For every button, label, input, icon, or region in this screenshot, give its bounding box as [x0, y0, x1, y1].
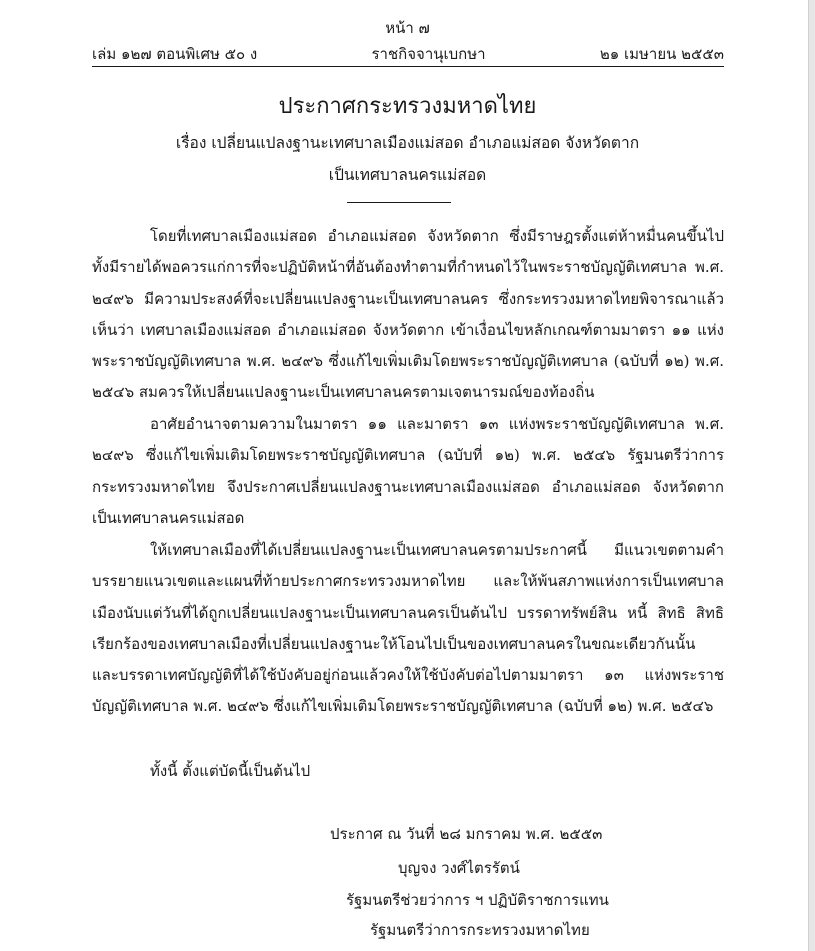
document-subject: เรื่อง เปลี่ยนแปลงฐานะเทศบาลเมืองแม่สอด อำเภอแม่สอด จังหวัดตาก: [175, 134, 640, 152]
gazette-date: ๒๑ เมษายน ๒๕๕๓: [599, 45, 724, 63]
document-title: ประกาศกระทรวงมหาดไทย: [278, 94, 537, 119]
volume-info: เล่ม ๑๒๗ ตอนพิเศษ ๕๐ ง: [92, 45, 258, 63]
signatory-name: [0, 856, 815, 880]
document-subject-continued: เป็นเทศบาลนครแม่สอด: [328, 166, 487, 184]
gazette-header: [92, 42, 724, 66]
page-number: หน้า ๗: [385, 19, 430, 37]
body-paragraph-2: อาศัยอำนาจตามความในมาตรา ๑๑ และมาตรา ๑๓ แห่งพระราชบัญญัติเทศบาล พ.ศ. ๒๔๙๖ ซึ่งแก้ไขเพิ่มเติมโดยพระราชบัญญัติเทศบาล (ฉบับที่ ๑๒) พ.ศ. ๒๕๔๖ รัฐมนตรีว่าการกระทรวงมหาดไทย จึงประกาศเปลี่ยนแปลงฐานะเทศบาลเมืองแม่สอด อำเภอแม่สอด จังหวัดตาก เป็นเทศบาลนครแม่สอด: [92, 415, 724, 527]
body-paragraph-1: โดยที่เทศบาลเมืองแม่สอด อำเภอแม่สอด จังหวัดตาก ซึ่งมีราษฎรตั้งแต่ห้าหมื่นคนขึ้นไป ทั้งมีรายได้พอควรแก่การที่จะปฏิบัติหน้าที่อันต้องทำตามที่กำหนดไว้ในพระราชบัญญัติเทศบาล พ.ศ. ๒๔๙๖ มีความประสงค์ที่จะเปลี่ยนแปลงฐานะเป็นเทศบาลนคร ซึ่งกระทรวงมหาดไทยพิจารณาแล้วเห็นว่า เทศบาลเมืองแม่สอด อำเภอแม่สอด จังหวัดตาก เข้าเงื่อนไขหลักเกณฑ์ตามมาตรา ๑๑ แห่งพระราชบัญญัติเทศบาล พ.ศ. ๒๔๙๖ ซึ่งแก้ไขเพิ่มเติมโดยพระราชบัญญัติเทศบาล (ฉบับที่ ๑๒) พ.ศ. ๒๕๔๖ สมควรให้เปลี่ยนแปลงฐานะเป็นเทศบาลนครตามเจตนารมณ์ของท้องถิ่น: [92, 227, 724, 402]
announcement-date: [0, 822, 815, 846]
signatory-position: [0, 888, 815, 912]
signatory-position-text: รัฐมนตรีช่วยว่าการ ฯ ปฏิบัติราชการแทน: [346, 891, 609, 909]
viewer-scrollbar[interactable]: [808, 0, 815, 951]
header-divider: [92, 66, 724, 67]
signatory-position-on-behalf: [0, 918, 815, 942]
body-paragraph-3: ให้เทศบาลเมืองที่ได้เปลี่ยนแปลงฐานะเป็นเทศบาลนครตามประกาศนี้ มีแนวเขตตามคำบรรยายแนวเขตและแผนที่ท้ายประกาศกระทรวงมหาดไทย และให้พ้นสภาพแห่งการเป็นเทศบาลเมืองนับแต่วันที่ได้ถูกเปลี่ยนแปลงฐานะเป็นเทศบาลนครเป็นต้นไป บรรดาทรัพย์สิน หนี้ สิทธิ สิทธิเรียกร้องของเทศบาลเมืองที่เปลี่ยนแปลงฐานะให้โอนไปเป็นของเทศบาลนครในขณะเดียวกันนั้น และบรรดาเทศบัญญัติที่ได้ใช้บังคับอยู่ก่อนแล้วคงให้ใช้บังคับต่อไปตามมาตรา ๑๓ แห่งพระราชบัญญัติเทศบาล พ.ศ. ๒๔๙๖ ซึ่งแก้ไขเพิ่มเติมโดยพระราชบัญญัติเทศบาล (ฉบับที่ ๑๒) พ.ศ. ๒๕๔๖: [92, 541, 724, 716]
announcement-date-text: ประกาศ ณ วันที่ ๒๘ มกราคม พ.ศ. ๒๕๕๓: [330, 825, 603, 843]
title-divider: [347, 202, 451, 203]
gazette-name: ราชกิจจานุเบกษา: [371, 45, 486, 63]
signatory-name-text: บุญจง วงศ์ไตรรัตน์: [398, 859, 520, 877]
signatory-position-on-behalf-text: รัฐมนตรีว่าการกระทรวงมหาดไทย: [370, 921, 590, 939]
body-paragraph-4: ทั้งนี้ ตั้งแต่บัดนี้เป็นต้นไป: [150, 762, 311, 780]
